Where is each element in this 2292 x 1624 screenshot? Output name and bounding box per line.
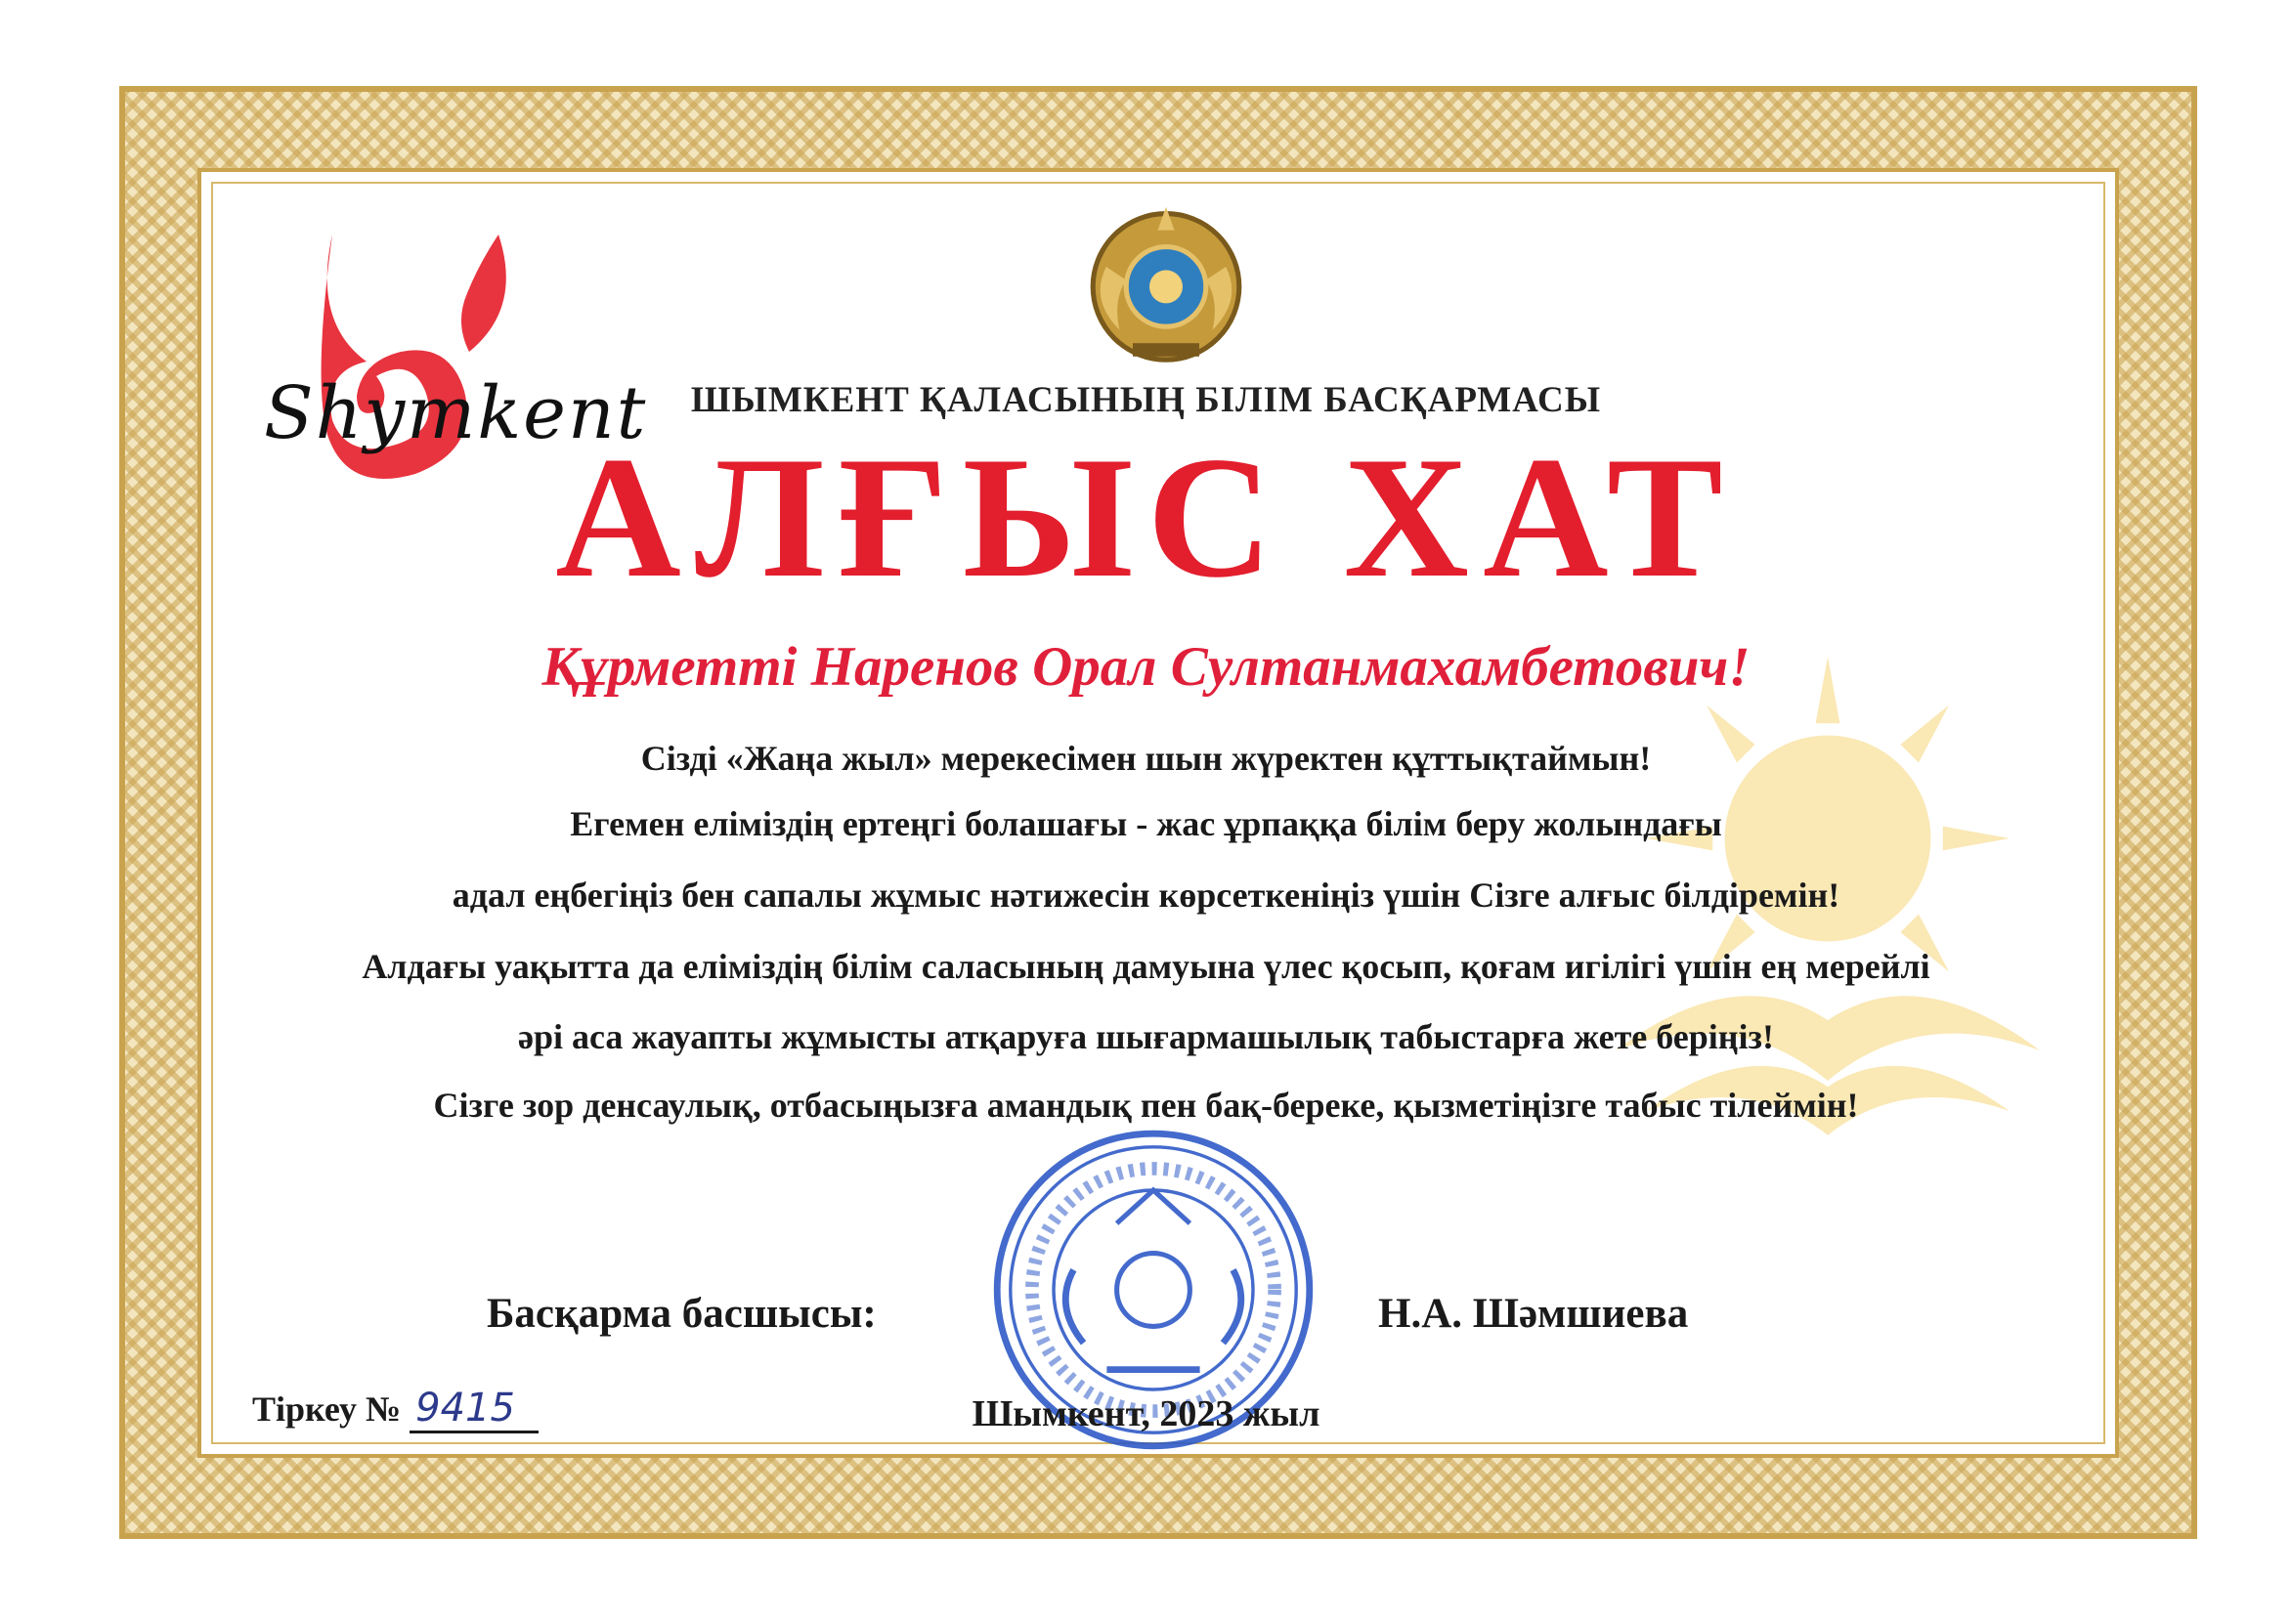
registration-number: 9415 xyxy=(410,1386,539,1433)
signature-label: Басқарма басшысы: xyxy=(487,1291,877,1337)
letter-line-4: Алдағы уақытта да еліміздің білім саласының дамуына үлес қосып, қоғам игілігі үшін ең мерейлі xyxy=(362,947,1930,986)
registration-label: Тіркеу № xyxy=(252,1389,402,1429)
document-title: АЛҒЫС ХАТ xyxy=(555,420,1737,614)
letter-line-5: әрі аса жауапты жұмысты атқаруға шығармашылық табыстарға жете беріңіз! xyxy=(517,1017,1774,1056)
letter-line-6: Сізге зор денсаулық, отбасыңызға амандық пен бақ-береке, қызметіңізге табыс тілеймін! xyxy=(433,1086,1859,1125)
letter-line-2: Егемен еліміздің ертеңгі болашағы - жас ұрпаққа білім беру жолындағы xyxy=(570,804,1722,843)
logo-wordmark: Shymkent xyxy=(264,371,648,455)
letter-line-3: адал еңбегіңіз бен сапалы жұмыс нәтижесін көрсеткеніңіз үшін Сізге алғыс білдіремін! xyxy=(452,876,1840,915)
place-and-date: Шымкент, 2023 жыл xyxy=(972,1393,1320,1434)
recipient-greeting: Құрметті Наренов Орал Султанмахамбетович! xyxy=(541,636,1751,698)
state-emblem-icon xyxy=(1083,200,1249,366)
organization-name: ШЫМКЕНТ ҚАЛАСЫНЫҢ БІЛІМ БАСҚАРМАСЫ xyxy=(690,380,1602,420)
signatory-name: Н.А. Шәмшиева xyxy=(1378,1291,1689,1337)
letter-line-1: Сізді «Жаңа жыл» мерекесімен шын жүректен құттықтаймын! xyxy=(640,739,1652,778)
